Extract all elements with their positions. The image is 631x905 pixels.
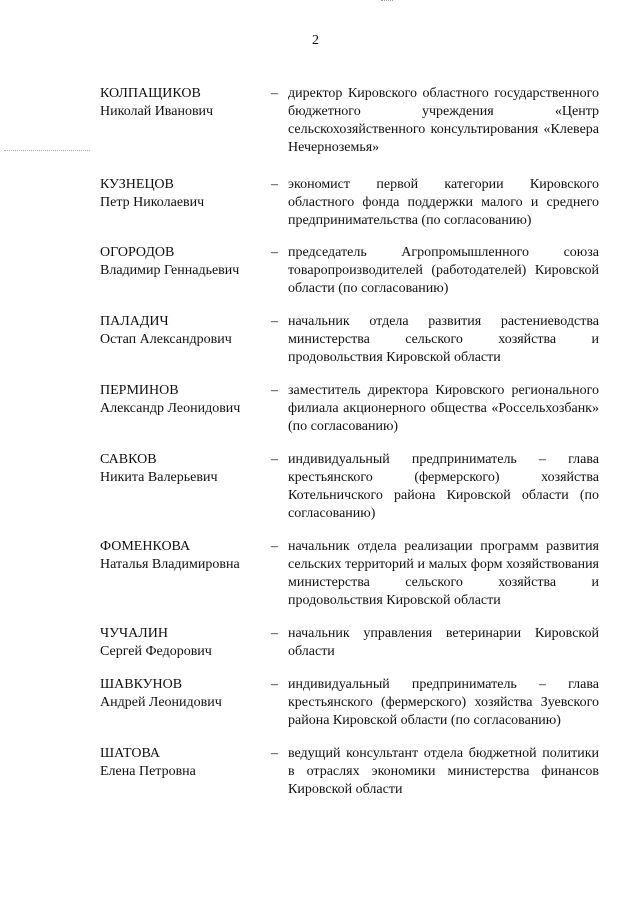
member-given-names: Андрей Леонидович: [100, 695, 222, 710]
member-surname: САВКОВ: [100, 452, 157, 467]
scan-artifact-left: [4, 150, 90, 152]
member-surname: ПЕРМИНОВ: [100, 383, 179, 398]
member-position: индивидуальный предприниматель – глава крестьянского (фермерского) хозяйства Зуевского района Кировской области (по согласованию): [288, 677, 599, 728]
member-surname: ОГОРОДОВ: [100, 245, 175, 260]
member-surname: ШАВКУНОВ: [100, 677, 183, 692]
member-given-names: Николай Иванович: [100, 104, 214, 119]
list-item: [100, 451, 600, 523]
member-position: начальник отдела реализации программ развития сельских территорий и малых форм хозяйствования министерства сельского хозяйства и продовольствия Кировской области: [288, 539, 599, 608]
member-position: заместитель директора Кировского регионального филиала акционерного общества «Россельхозбанк» (по согласованию): [288, 383, 599, 434]
list-item: [100, 176, 600, 230]
dash-separator: –: [271, 383, 278, 398]
member-list: [100, 85, 600, 799]
dash-separator: –: [271, 677, 278, 692]
dash-separator: –: [271, 746, 278, 761]
member-position: начальник управления ветеринарии Кировской области: [288, 626, 599, 659]
list-item: [100, 85, 600, 157]
member-position: директор Кировского областного государственного бюджетного учреждения «Центр сельскохозяйственного консультирования «Клевера Нечерноземья»: [288, 86, 599, 155]
member-position: индивидуальный предприниматель – глава крестьянского (фермерского) хозяйства Котельничского района Кировской области (по согласованию): [288, 452, 599, 521]
member-name: [100, 451, 270, 487]
member-name: [100, 176, 270, 212]
member-name: [100, 625, 270, 661]
member-given-names: Сергей Федорович: [100, 644, 212, 659]
member-surname: КОЛПАЩИКОВ: [100, 86, 201, 101]
member-surname: ФОМЕНКОВА: [100, 539, 191, 554]
member-name: [100, 85, 270, 121]
member-given-names: Никита Валерьевич: [100, 470, 218, 485]
list-item: [100, 244, 600, 298]
member-given-names: Александр Леонидович: [100, 401, 241, 416]
list-item: [100, 625, 600, 661]
member-name: [100, 676, 270, 712]
member-position: председатель Агропромышленного союза товаропроизводителей (работодателей) Кировской области (по согласованию): [288, 245, 599, 296]
dash-separator: –: [271, 86, 278, 101]
member-name: [100, 244, 270, 280]
list-item: [100, 745, 600, 799]
member-given-names: Елена Петровна: [100, 764, 196, 779]
dash-separator: –: [271, 245, 278, 260]
member-name: [100, 313, 270, 349]
member-name: [100, 745, 270, 781]
list-item: [100, 676, 600, 730]
member-position: ведущий консультант отдела бюджетной политики в отраслях экономики министерства финансов Кировской области: [288, 746, 599, 797]
scan-artifact-top: [381, 0, 393, 5]
page-number: 2: [312, 33, 319, 48]
member-name: [100, 382, 270, 418]
member-surname: КУЗНЕЦОВ: [100, 177, 174, 192]
dash-separator: –: [271, 452, 278, 467]
member-given-names: Петр Николаевич: [100, 195, 205, 210]
member-position: начальник отдела развития растениеводства министерства сельского хозяйства и продовольствия Кировской области: [288, 314, 599, 365]
list-item: [100, 382, 600, 436]
list-item: [100, 538, 600, 610]
member-surname: ШАТОВА: [100, 746, 161, 761]
dash-separator: –: [271, 177, 278, 192]
member-given-names: Остап Александрович: [100, 332, 232, 347]
list-item: [100, 313, 600, 367]
member-surname: ЧУЧАЛИН: [100, 626, 168, 641]
dash-separator: –: [271, 626, 278, 641]
member-surname: ПАЛАДИЧ: [100, 314, 169, 329]
member-position: экономист первой категории Кировского областного фонда поддержки малого и среднего предпринимательства (по согласованию): [288, 177, 599, 228]
dash-separator: –: [271, 314, 278, 329]
member-given-names: Владимир Геннадьевич: [100, 263, 240, 278]
member-name: [100, 538, 270, 574]
member-given-names: Наталья Владимировна: [100, 557, 240, 572]
dash-separator: –: [271, 539, 278, 554]
